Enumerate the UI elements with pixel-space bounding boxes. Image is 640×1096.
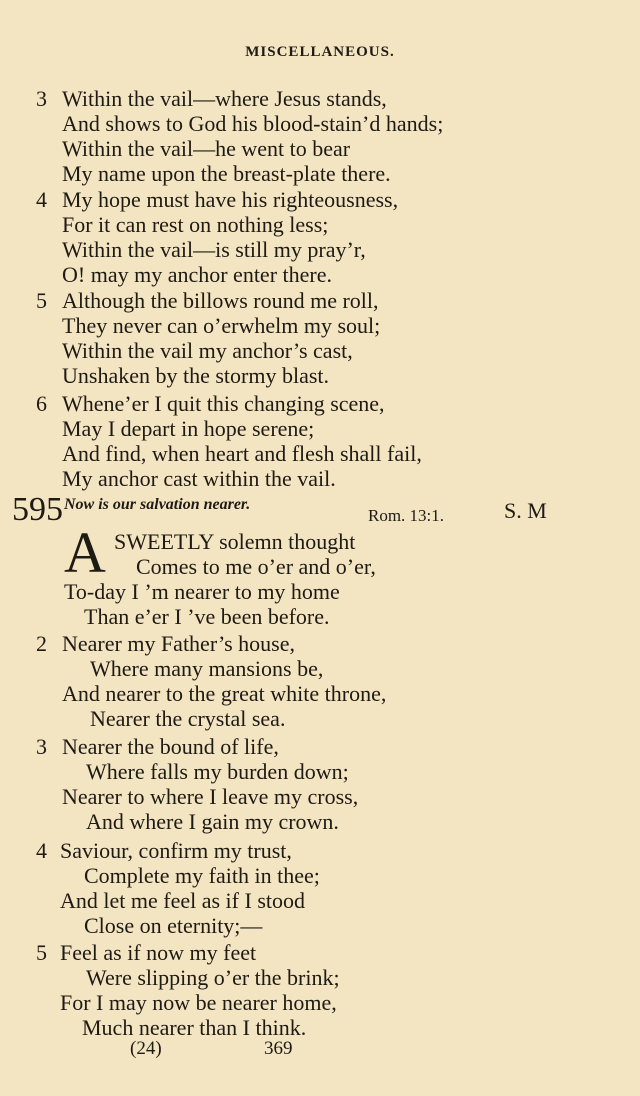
verse-line: Where many mansions be, <box>90 656 324 681</box>
verse-line: Much nearer than I think. <box>82 1015 307 1040</box>
verse-line: My anchor cast within the vail. <box>62 466 336 491</box>
verse-line: And find, when heart and flesh shall fail, <box>62 441 422 466</box>
verse-line: And where I gain my crown. <box>86 809 339 834</box>
stanza-number: 4 <box>36 187 47 212</box>
stanza-4-prev <box>36 187 626 287</box>
verse-line: Within the vail my anchor’s cast, <box>62 338 353 363</box>
verse-line: Nearer my Father’s house, <box>62 631 295 656</box>
verse-line: Where falls my burden down; <box>86 759 349 784</box>
stanza-number: 2 <box>36 631 47 656</box>
verse-line: Nearer to where I leave my cross, <box>62 784 359 809</box>
stanza-number: 3 <box>36 734 47 759</box>
verse-line: Feel as if now my feet <box>60 940 257 965</box>
verse-line: My name upon the breast-plate there. <box>62 161 391 186</box>
verse-line: For it can rest on nothing less; <box>62 212 329 237</box>
verse-line: Although the billows round me roll, <box>62 288 379 313</box>
verse-line: To-day I ’m nearer to my home <box>64 579 340 604</box>
stanza-2 <box>36 631 626 731</box>
verse-line: Nearer the crystal sea. <box>90 706 286 731</box>
verse-line: And shows to God his blood-stain’d hands; <box>62 111 444 136</box>
verse-line: May I depart in hope serene; <box>62 416 315 441</box>
hymn-subtitle: Now is our salvation nearer. <box>64 496 251 513</box>
hymn-number: 595 <box>12 491 63 528</box>
verse-line: Were slipping o’er the brink; <box>86 965 340 990</box>
drop-cap: A <box>64 527 106 579</box>
verse-line: Comes to me o’er and o’er, <box>136 554 376 579</box>
page-footer <box>0 1038 640 1066</box>
verse-line: Close on eternity;— <box>84 913 263 938</box>
verse-line: Complete my faith in thee; <box>84 863 320 888</box>
stanza-number: 4 <box>36 838 47 863</box>
hymn-heading <box>12 492 632 528</box>
stanza-number: 6 <box>36 391 47 416</box>
stanza-6-prev <box>36 391 626 491</box>
verse-line: Unshaken by the stormy blast. <box>62 363 330 388</box>
verse-line: Within the vail—he went to bear <box>62 136 351 161</box>
stanza-3-prev <box>36 86 626 186</box>
scripture-reference: Rom. 13:1. <box>368 506 445 525</box>
stanza-number: 5 <box>36 940 47 965</box>
verse-line: Than e’er I ’ve been before. <box>84 604 330 629</box>
stanza-3 <box>36 734 626 834</box>
verse-line: SWEETLY solemn thought <box>114 529 356 554</box>
stanza-5 <box>36 940 626 1040</box>
page-number: 369 <box>264 1038 293 1059</box>
hymn-meter: S. M <box>504 498 547 523</box>
verse-line: My hope must have his righteousness, <box>62 187 399 212</box>
verse-line: And let me feel as if I stood <box>60 888 305 913</box>
verse-line: For I may now be nearer home, <box>60 990 337 1015</box>
page-header: MISCELLANEOUS. <box>245 44 395 60</box>
stanza-1 <box>36 529 626 629</box>
stanza-number: 5 <box>36 288 47 313</box>
stanza-number: 3 <box>36 86 47 111</box>
stanza-4 <box>36 838 626 938</box>
verse-line: Within the vail—is still my pray’r, <box>62 237 366 262</box>
verse-line: And nearer to the great white throne, <box>62 681 387 706</box>
verse-line: Nearer the bound of life, <box>62 734 279 759</box>
verse-line: Whene’er I quit this changing scene, <box>62 391 385 416</box>
verse-line: Within the vail—where Jesus stands, <box>62 86 387 111</box>
verse-line: They never can o’erwhelm my soul; <box>62 313 381 338</box>
verse-line: O! may my anchor enter there. <box>62 262 332 287</box>
signature-mark: (24) <box>130 1038 162 1059</box>
verse-line: Saviour, confirm my trust, <box>60 838 292 863</box>
stanza-5-prev <box>36 288 626 388</box>
